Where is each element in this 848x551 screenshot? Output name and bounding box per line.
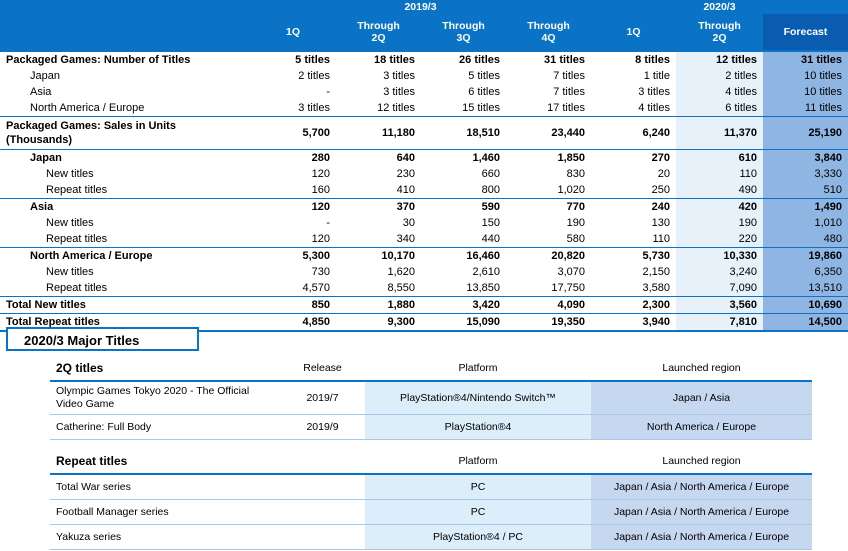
- platform: PC: [365, 474, 591, 500]
- cell-value: 13,510: [763, 280, 848, 297]
- cell-value: 8,550: [387, 281, 415, 294]
- cell-value: 4,570: [302, 281, 330, 294]
- title-name: Yakuza series: [50, 525, 280, 550]
- cell-value: 5,300: [250, 248, 336, 265]
- cell-value: 16,460: [421, 248, 506, 265]
- cell-value: 110: [676, 166, 763, 182]
- cell-value: 2,610: [472, 265, 500, 278]
- platform: PlayStation®4: [365, 415, 591, 440]
- cell-value: 730: [311, 265, 330, 278]
- row-label: Total New titles: [0, 297, 250, 314]
- region: Japan / Asia: [591, 381, 812, 415]
- cell-value: 31 titles: [506, 51, 591, 68]
- row-label: Japan: [30, 69, 60, 82]
- major-titles-table: [50, 356, 812, 550]
- cell-value: 7 titles: [553, 69, 585, 82]
- col-header: 1Q: [250, 14, 336, 51]
- cell-value: 160: [311, 183, 330, 196]
- cell-value: 2,150: [642, 265, 670, 278]
- cell-value: 2 titles: [298, 69, 330, 82]
- row-label: Repeat titles: [46, 232, 108, 245]
- cell-value: 420: [676, 199, 763, 216]
- cell-value: 150: [481, 216, 500, 229]
- cell-value: 10,170: [336, 248, 421, 265]
- cell-value: 30: [402, 216, 415, 229]
- cell-value: 17 titles: [547, 101, 585, 114]
- cell-value: 120: [311, 167, 330, 180]
- col-header: Through 4Q: [506, 14, 591, 51]
- cell-value: 10 titles: [763, 68, 848, 84]
- row-label: New titles: [46, 216, 94, 229]
- cell-value: 240: [591, 199, 676, 216]
- cell-value: 120: [311, 232, 330, 245]
- cell-value: 5 titles: [250, 51, 336, 68]
- cell-value: 4,090: [506, 297, 591, 314]
- cell-value: -: [326, 216, 330, 229]
- cell-value: 26 titles: [421, 51, 506, 68]
- fy-2020-header: 2020/3: [591, 0, 848, 14]
- row-label: North America / Europe: [30, 101, 145, 114]
- title-name: Catherine: Full Body: [50, 415, 280, 440]
- cell-value: 15 titles: [462, 101, 500, 114]
- title-name: Football Manager series: [50, 500, 280, 525]
- cell-value: 1,880: [336, 297, 421, 314]
- platform: PlayStation®4 / PC: [365, 525, 591, 550]
- table-row: [0, 51, 848, 68]
- table-row: [0, 84, 848, 100]
- table-row: [0, 248, 848, 265]
- cell-value: 5,700: [250, 117, 336, 150]
- col-header: Through 2Q: [676, 14, 763, 51]
- cell-value: 13,850: [466, 281, 500, 294]
- cell-value: 6 titles: [468, 85, 500, 98]
- cell-value: 18 titles: [336, 51, 421, 68]
- title-name: Olympic Games Tokyo 2020 - The Official Video Game: [50, 381, 280, 415]
- table-row: [0, 182, 848, 199]
- col-header-forecast: Forecast: [763, 14, 848, 51]
- cell-value: 4,850: [250, 314, 336, 332]
- cell-value: 590: [421, 199, 506, 216]
- cell-value: 1,490: [763, 199, 848, 216]
- region: Japan / Asia / North America / Europe: [591, 500, 812, 525]
- table-row: [0, 117, 848, 150]
- cell-value: 10,330: [676, 248, 763, 265]
- cell-value: -: [326, 85, 330, 98]
- cell-value: 4 titles: [638, 101, 670, 114]
- cell-value: 270: [591, 150, 676, 167]
- cell-value: 3,420: [421, 297, 506, 314]
- cell-value: 3,330: [763, 166, 848, 182]
- row-label: New titles: [46, 167, 94, 180]
- cell-value: 3,070: [557, 265, 585, 278]
- cell-value: 280: [250, 150, 336, 167]
- cell-value: 11 titles: [763, 100, 848, 117]
- cell-value: 230: [396, 167, 415, 180]
- cell-value: 3,240: [676, 264, 763, 280]
- cell-value: 850: [250, 297, 336, 314]
- col-header: Through 3Q: [421, 14, 506, 51]
- cell-value: 3,580: [642, 281, 670, 294]
- cell-value: 8 titles: [591, 51, 676, 68]
- header-row-fy: [0, 0, 848, 14]
- cell-value: 130: [651, 216, 670, 229]
- table-row: [50, 525, 812, 550]
- row-label: Repeat titles: [46, 281, 108, 294]
- platform-col-header: Platform: [365, 356, 591, 381]
- cell-value: 19,350: [506, 314, 591, 332]
- table-row: [50, 415, 812, 440]
- cell-value: 770: [506, 199, 591, 216]
- table-row: [50, 474, 812, 500]
- cell-value: 20,820: [506, 248, 591, 265]
- table-row: [0, 215, 848, 231]
- platform-col-header: Platform: [365, 449, 591, 474]
- cell-value: 250: [651, 183, 670, 196]
- cell-value: 830: [566, 167, 585, 180]
- repeat-titles-heading: Repeat titles: [50, 449, 280, 474]
- cell-value: 1 title: [643, 69, 670, 82]
- cell-value: 340: [396, 232, 415, 245]
- cell-value: 660: [481, 167, 500, 180]
- cell-value: 610: [676, 150, 763, 167]
- cell-value: 800: [481, 183, 500, 196]
- release-date: 2019/9: [280, 415, 365, 440]
- region-col-header: Launched region: [591, 356, 812, 381]
- platform: PC: [365, 500, 591, 525]
- cell-value: 190: [566, 216, 585, 229]
- cell-value: 7 titles: [553, 85, 585, 98]
- cell-value: 580: [566, 232, 585, 245]
- cell-value: 7,090: [676, 280, 763, 297]
- header-row-periods: [0, 14, 848, 51]
- row-label: New titles: [46, 265, 94, 278]
- cell-value: 11,180: [336, 117, 421, 150]
- table-row: [0, 264, 848, 280]
- cell-value: 410: [396, 183, 415, 196]
- release-date: 2019/7: [280, 381, 365, 415]
- cell-value: 1,010: [763, 215, 848, 231]
- cell-value: 3,560: [676, 297, 763, 314]
- cell-value: 3 titles: [298, 101, 330, 114]
- cell-value: 10,690: [763, 297, 848, 314]
- col-header: Through 2Q: [336, 14, 421, 51]
- table-row: [0, 100, 848, 117]
- table-row: [50, 381, 812, 415]
- release-col-header: Release: [280, 356, 365, 381]
- cell-value: 370: [336, 199, 421, 216]
- cell-value: 3 titles: [383, 85, 415, 98]
- cell-value: 110: [652, 232, 670, 245]
- cell-value: 1,620: [387, 265, 415, 278]
- cell-value: 480: [763, 231, 848, 248]
- cell-value: 2 titles: [676, 68, 763, 84]
- cell-value: 17,750: [551, 281, 585, 294]
- cell-value: 11,370: [676, 117, 763, 150]
- cell-value: 640: [336, 150, 421, 167]
- cell-value: 3 titles: [638, 85, 670, 98]
- region: Japan / Asia / North America / Europe: [591, 474, 812, 500]
- q2-header-row: [50, 356, 812, 381]
- table-row: [0, 280, 848, 297]
- cell-value: 25,190: [763, 117, 848, 150]
- row-label: Total Repeat titles: [0, 314, 250, 332]
- col-header: 1Q: [591, 14, 676, 51]
- cell-value: 9,300: [336, 314, 421, 332]
- row-label: North America / Europe: [0, 248, 250, 265]
- table-row: [0, 297, 848, 314]
- row-label: Asia: [30, 85, 52, 98]
- row-label: Japan: [0, 150, 250, 167]
- table-row: [0, 166, 848, 182]
- row-label: Asia: [0, 199, 250, 216]
- fy-2019-header: 2019/3: [250, 0, 591, 14]
- cell-value: 12 titles: [676, 51, 763, 68]
- cell-value: 19,860: [763, 248, 848, 265]
- table-row: [0, 68, 848, 84]
- cell-value: 18,510: [421, 117, 506, 150]
- cell-value: 220: [676, 231, 763, 248]
- table-row: [0, 150, 848, 167]
- cell-value: 23,440: [506, 117, 591, 150]
- title-name: Total War series: [50, 474, 280, 500]
- table-row: [0, 199, 848, 216]
- cell-value: 20: [657, 167, 670, 180]
- repeat-header-row: [50, 449, 812, 474]
- cell-value: 2,300: [591, 297, 676, 314]
- region: North America / Europe: [591, 415, 812, 440]
- cell-value: 490: [676, 182, 763, 199]
- platform: PlayStation®4/Nintendo Switch™: [365, 381, 591, 415]
- cell-value: 6,350: [763, 264, 848, 280]
- row-label: Repeat titles: [46, 183, 108, 196]
- region-col-header: Launched region: [591, 449, 812, 474]
- cell-value: 15,090: [421, 314, 506, 332]
- cell-value: 31 titles: [763, 51, 848, 68]
- cell-value: 10 titles: [763, 84, 848, 100]
- cell-value: 3 titles: [383, 69, 415, 82]
- q2-titles-heading: 2Q titles: [50, 356, 280, 381]
- cell-value: 1,850: [506, 150, 591, 167]
- cell-value: 14,500: [763, 314, 848, 332]
- cell-value: 3,940: [591, 314, 676, 332]
- table-row: [50, 500, 812, 525]
- cell-value: 12 titles: [377, 101, 415, 114]
- cell-value: 6,240: [591, 117, 676, 150]
- table-row: [0, 231, 848, 248]
- major-titles-heading: 2020/3 Major Titles: [6, 327, 199, 351]
- cell-value: 7,810: [676, 314, 763, 332]
- row-label: Packaged Games: Sales in Units (Thousands): [0, 117, 250, 150]
- cell-value: 1,460: [421, 150, 506, 167]
- cell-value: 6 titles: [676, 100, 763, 117]
- cell-value: 3,840: [763, 150, 848, 167]
- region: Japan / Asia / North America / Europe: [591, 525, 812, 550]
- cell-value: 5,730: [591, 248, 676, 265]
- cell-value: 1,020: [557, 183, 585, 196]
- cell-value: 440: [481, 232, 500, 245]
- cell-value: 120: [250, 199, 336, 216]
- cell-value: 4 titles: [676, 84, 763, 100]
- cell-value: 5 titles: [468, 69, 500, 82]
- cell-value: 510: [763, 182, 848, 199]
- cell-value: 190: [676, 215, 763, 231]
- row-label: Packaged Games: Number of Titles: [0, 51, 250, 68]
